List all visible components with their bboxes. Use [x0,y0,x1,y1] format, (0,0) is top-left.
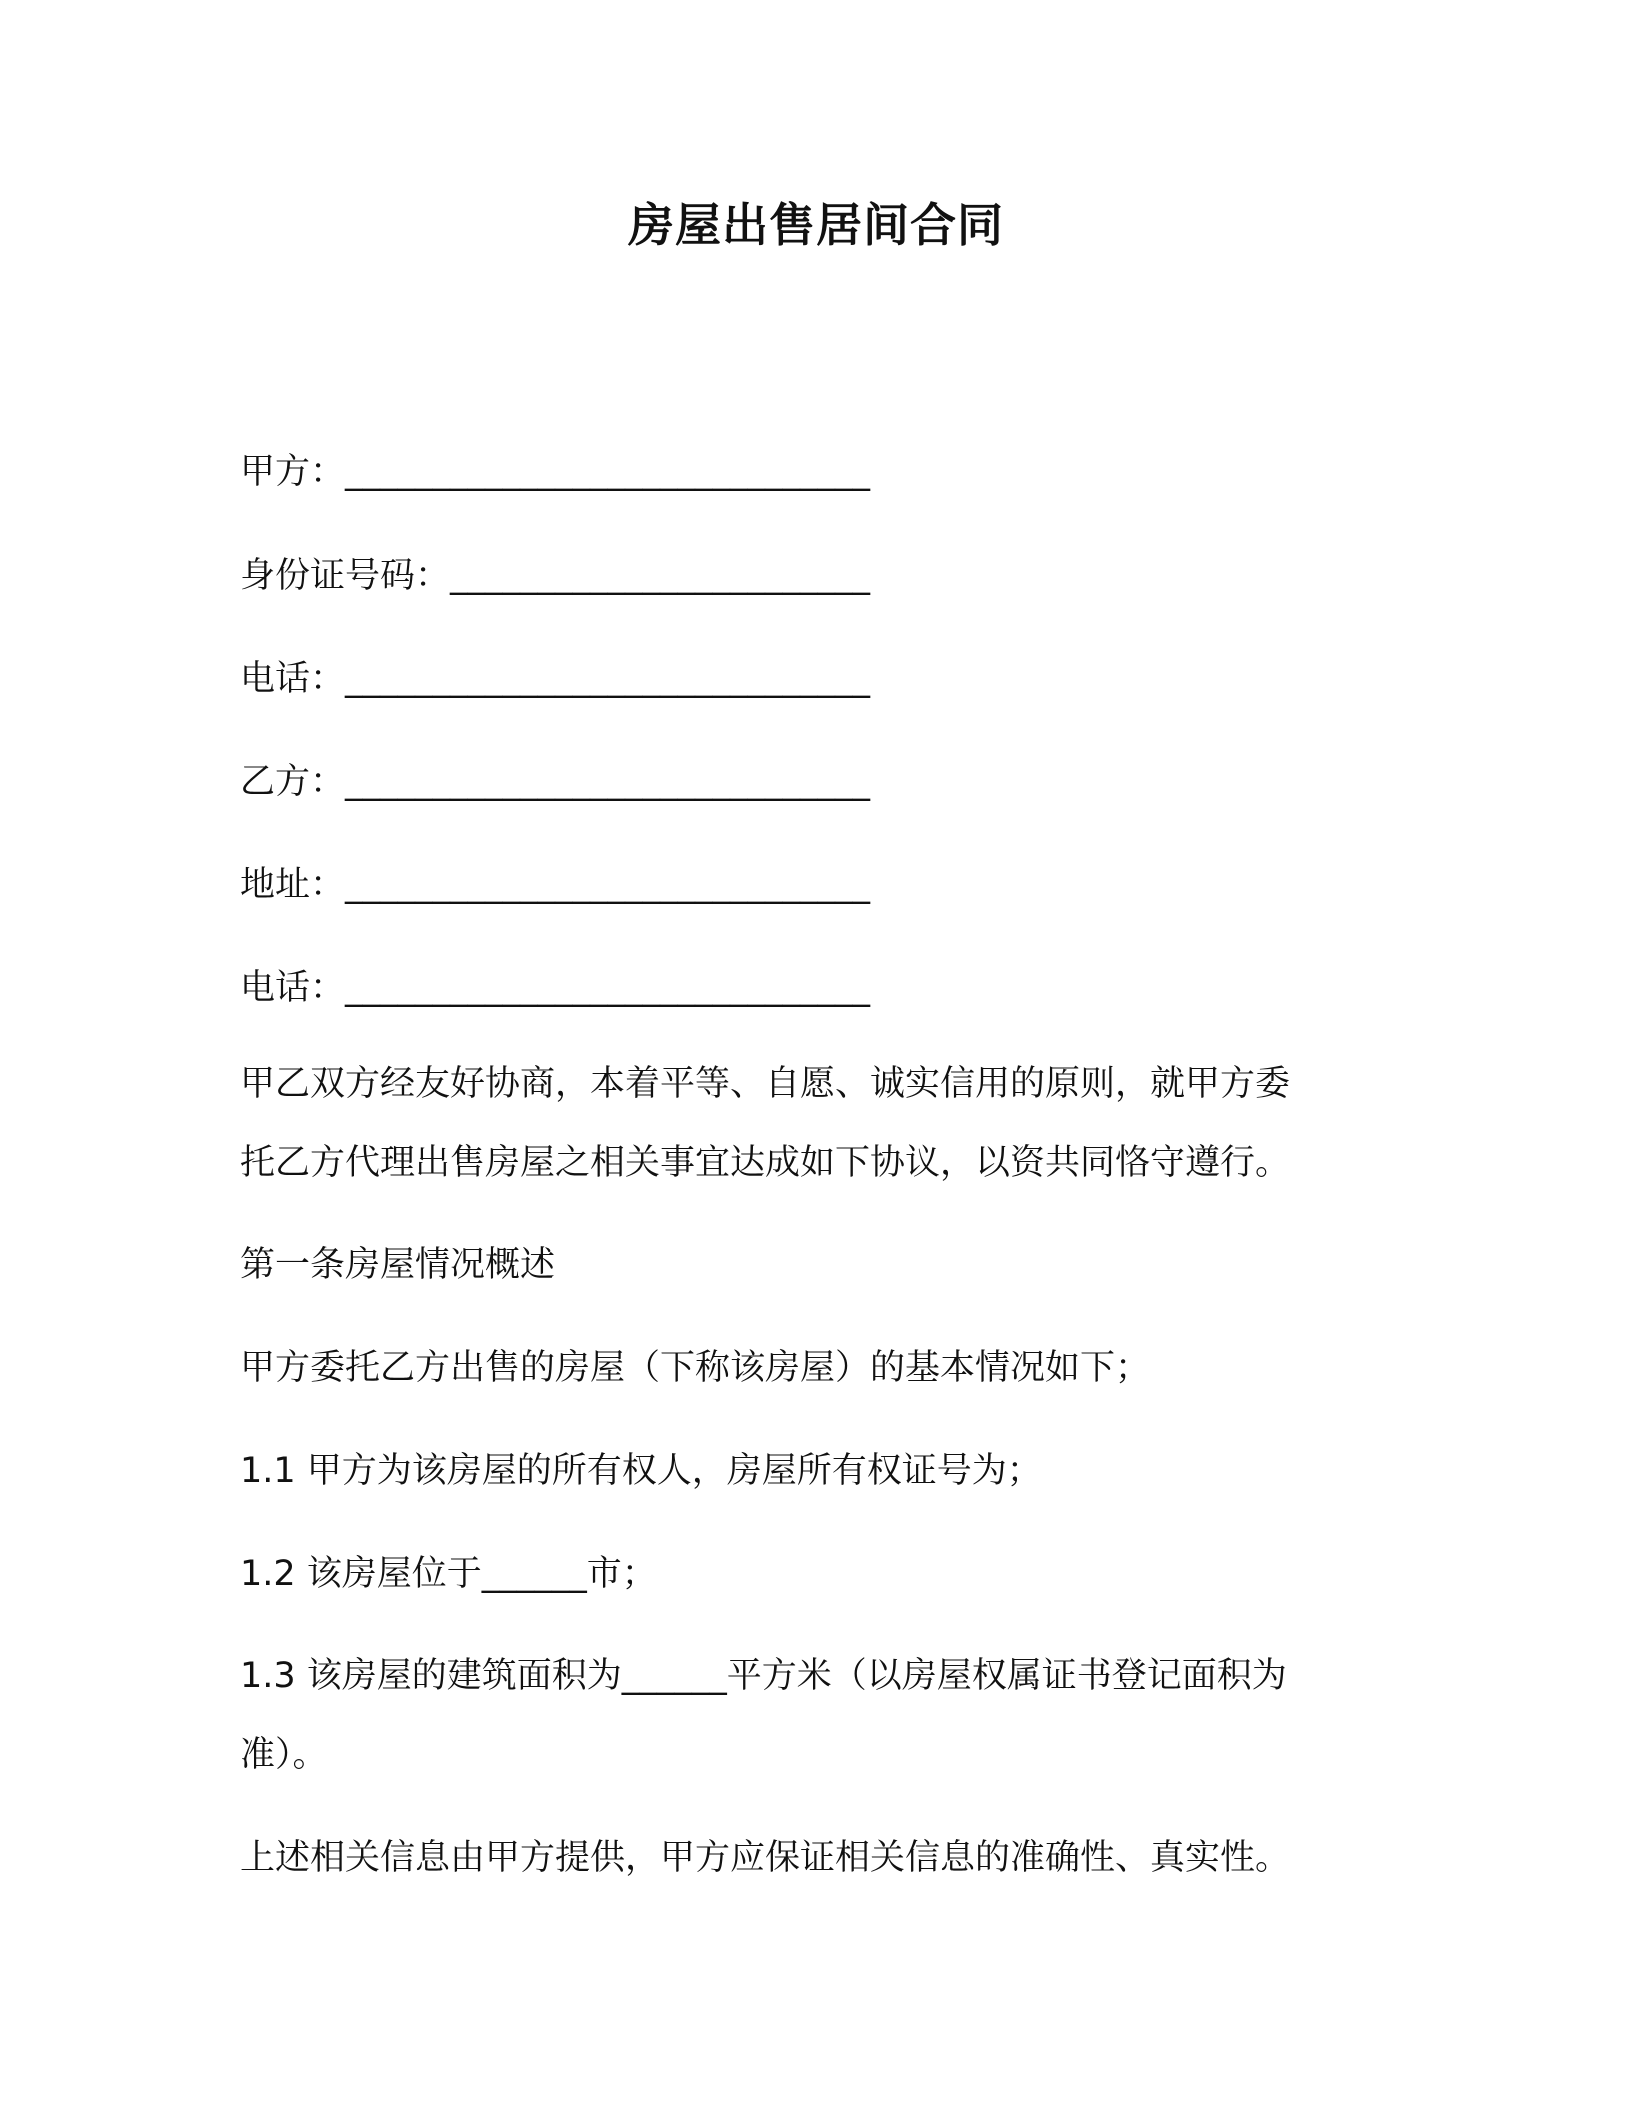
field-blank: ______________________________ [345,659,871,699]
field-blank: ______________________________ [345,452,871,492]
document-title: 房屋出售居间合同 [628,198,1004,252]
field-blank: ______________________________ [345,968,871,1008]
field-label: 地址： [240,865,346,905]
field-phone-b [240,963,870,1013]
clause-1-2: 1.2 该房屋位于______市； [240,1554,657,1594]
field-address [240,860,870,910]
intro-paragraph-line-2: 托乙方代理出售房屋之相关事宜达成如下协议，以资共同恪守遵行。 [240,1143,1291,1183]
clause-1-3-line-1: 1.3 该房屋的建筑面积为______平方米（以房屋权属证书登记面积为 [240,1656,1287,1696]
field-party-b [240,757,870,807]
field-blank: ______________________________ [345,762,871,802]
field-phone-a [240,654,870,704]
field-label: 乙方： [240,762,346,802]
clause-1-1: 1.1 甲方为该房屋的所有权人，房屋所有权证号为； [240,1451,1042,1491]
field-blank: ______________________________ [345,865,871,905]
field-label: 电话： [240,968,346,1008]
property-description: 甲方委托乙方出售的房屋（下称该房屋）的基本情况如下； [240,1348,1151,1388]
field-party-a [240,447,870,497]
field-blank: ________________________ [450,556,871,596]
article-one-heading: 第一条房屋情况概述 [240,1245,556,1285]
intro-paragraph-line-1: 甲乙双方经友好协商，本着平等、自愿、诚实信用的原则，就甲方委 [240,1064,1291,1104]
field-label: 身份证号码： [240,556,451,596]
information-accuracy-statement: 上述相关信息由甲方提供，甲方应保证相关信息的准确性、真实性。 [240,1838,1291,1878]
clause-1-3-line-2: 准）。 [240,1735,328,1775]
field-label: 电话： [240,659,346,699]
field-label: 甲方： [240,452,346,492]
field-id-number [240,551,870,601]
